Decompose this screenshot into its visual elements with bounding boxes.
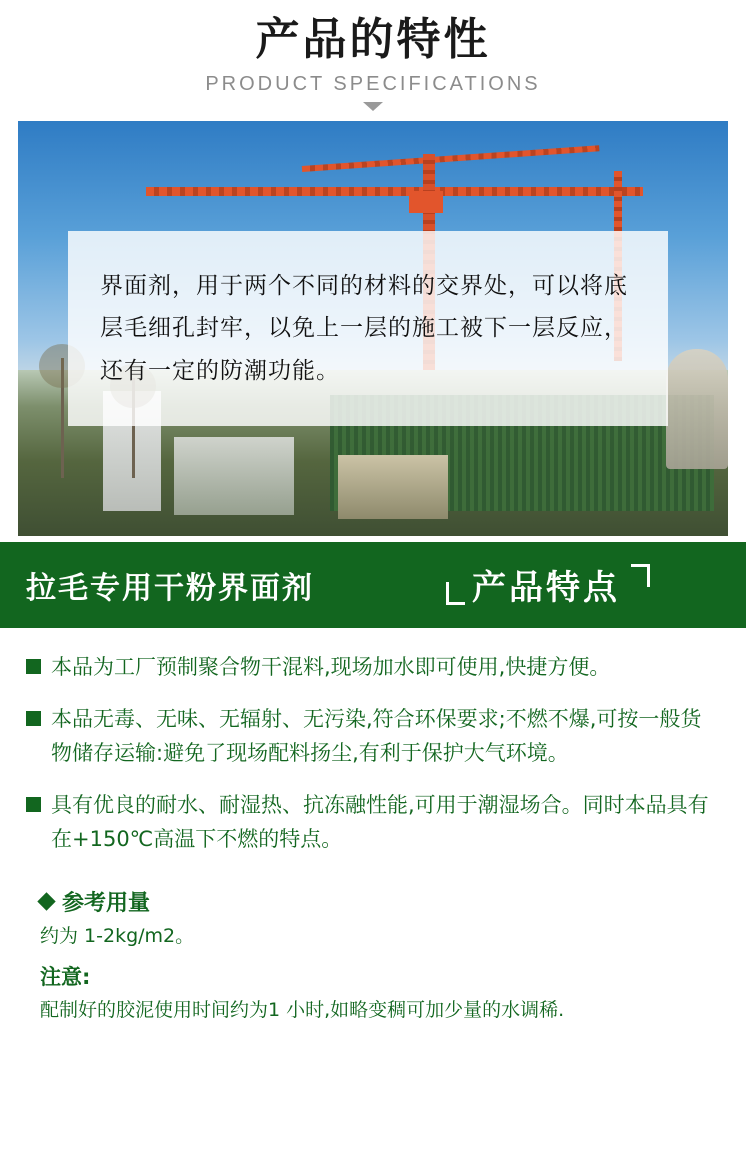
usage-heading: 参考用量 [62, 890, 151, 916]
feature-title-group [446, 560, 650, 609]
crane-jib-icon [146, 187, 643, 196]
list-item [26, 788, 720, 856]
product-banner [0, 542, 746, 628]
bracket-right-icon [631, 564, 650, 587]
statue-right [666, 349, 728, 469]
notes-section [0, 874, 746, 1026]
crane-cab-icon [409, 191, 443, 213]
feature-text: 本品无毒、无味、无辐射、无污染,符合环保要求;不燃不爆,可按一般货物储存运输:避免了现场配料扬尘,有利于保护大气环境。 [51, 706, 702, 765]
construction-site-photo [18, 121, 728, 536]
feature-text: 具有优良的耐水、耐湿热、抗冻融性能,可用于潮湿场合。同时本品具有在+150℃高温下不燃的特点。 [51, 792, 709, 851]
product-name: 拉毛专用干粉界面剂 [26, 571, 314, 605]
page-title: 产品的特性 [255, 15, 491, 64]
usage-heading-row [40, 886, 720, 917]
list-item [26, 650, 720, 684]
feature-list [0, 628, 746, 856]
bullet-square-icon [26, 659, 41, 674]
usage-value: 约为 1-2kg/m2。 [40, 924, 195, 947]
caution-text: 配制好的胶泥使用时间约为1 小时,如略变稠可加少量的水调稀. [40, 999, 565, 1022]
page-subtitle: PRODUCT SPECIFICATIONS [205, 72, 541, 95]
bracket-left-icon [446, 582, 465, 605]
bullet-square-icon [26, 711, 41, 726]
caution-heading: 注意: [40, 965, 91, 990]
feature-title: 产品特点 [472, 569, 620, 608]
hero-caption: 界面剂，用于两个不同的材料的交界处，可以将底层毛细孔封牢，以免上一层的施工被下一层反应，还有一定的防潮功能。 [68, 231, 668, 427]
feature-text: 本品为工厂预制聚合物干混料,现场加水即可使用,快捷方便。 [51, 654, 611, 679]
list-item [26, 702, 720, 770]
page-header [0, 0, 746, 111]
building-tan [338, 455, 448, 519]
building-grey [174, 437, 294, 515]
bullet-square-icon [26, 797, 41, 812]
caret-down-icon [363, 102, 383, 111]
diamond-icon [37, 892, 55, 910]
tree-left [61, 358, 64, 478]
